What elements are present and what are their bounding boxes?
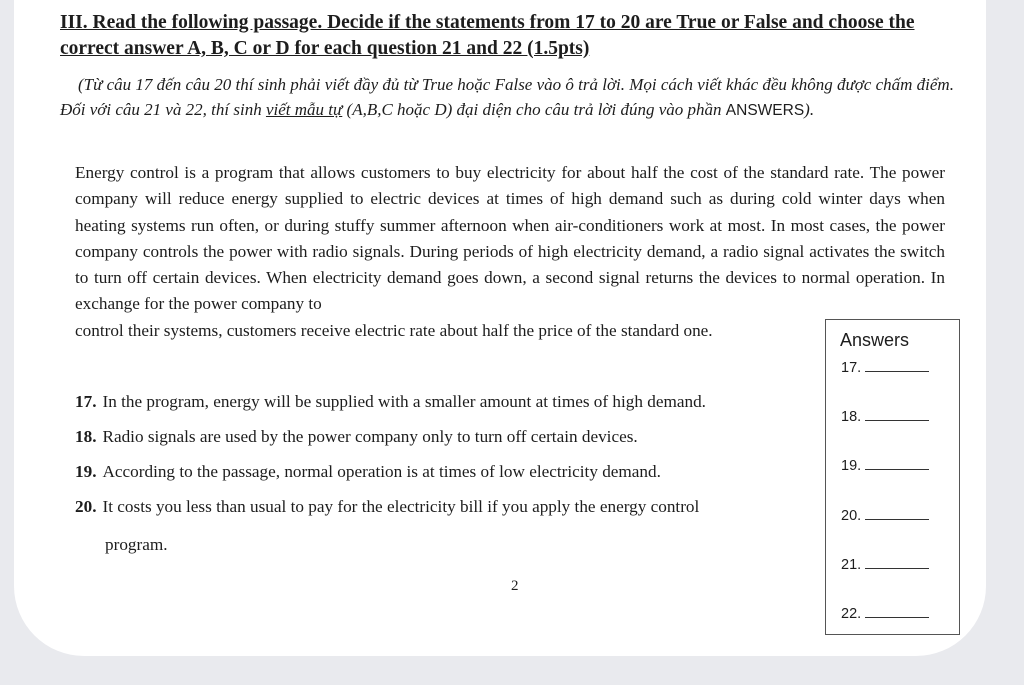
instruction-answers-word: ANSWERS [725,102,805,119]
question-17 [75,390,706,414]
question-number: 17. [75,392,97,411]
answer-blank[interactable] [865,359,929,372]
answer-row-21 [841,556,929,573]
reading-passage: Energy control is a program that allows customers to buy electricity for about half the cost of the standard rate. The power company will reduce energy supplied to electric devices at times of high demand such as during cold winter days when heating systems run often, or during stuffy summer afternoon when air-conditioners work at most. In most cases, the power company controls the power with radio signals. During periods of high electricity demand, a radio signal activates the switch to turn off certain devices. When electricity demand goes down, a second signal returns the devices to normal operation. In exchange for the power company to [75,163,945,314]
question-number: 18. [75,427,97,446]
question-text: In the program, energy will be supplied with a smaller amount at times of high demand. [102,392,706,411]
answer-blank[interactable] [865,556,929,569]
answer-row-18 [841,408,929,425]
answer-label: 18. [841,409,862,425]
page-number: 2 [511,578,519,594]
question-20-continuation: program. [105,535,168,554]
answer-label: 21. [841,557,862,573]
instruction-part-2: (A,B,C hoặc D) đại diện cho câu trả lời đúng vào phần [342,100,726,119]
question-text: It costs you less than usual to pay for the electricity bill if you apply the energy control [102,497,700,516]
instruction-text [60,72,964,123]
document-page [14,0,986,656]
answer-row-17 [841,359,929,376]
answer-blank[interactable] [865,605,929,618]
answer-label: 19. [841,458,862,474]
question-text: Radio signals are used by the power company only to turn off certain devices. [102,427,638,446]
question-number: 19. [75,462,97,481]
question-18 [75,425,638,449]
answers-box [825,319,960,635]
answer-row-19 [841,457,929,474]
question-number: 20. [75,497,97,516]
answer-row-22 [841,605,929,622]
reading-passage-last-line: control their systems, customers receive electric rate about half the price of the standard one. [75,321,713,340]
question-text: According to the passage, normal operation is at times of low electricity demand. [102,462,661,481]
answer-row-20 [841,507,929,524]
answer-blank[interactable] [865,408,929,421]
answers-title: Answers [840,330,910,350]
answer-label: 20. [841,508,862,524]
answer-label: 17. [841,360,862,376]
instruction-end: ). [804,100,815,119]
answer-blank[interactable] [865,457,929,470]
answer-blank[interactable] [865,507,929,520]
section-heading: III. Read the following passage. Decide if the statements from 17 to 20 are True or False and choose the correct answer A, B, C or D for each question 21 and 22 (1.5pts) [60,12,915,59]
answer-label: 22. [841,606,862,622]
instruction-underlined: viết mẫu tự [265,100,343,119]
question-20 [75,495,699,519]
question-19 [75,460,661,484]
instruction-part-1: (Từ câu 17 đến câu 20 thí sinh phải viết đầy đủ từ True hoặc False vào ô trả lời. Mọi cách viết khác đều không được chấm điểm. Đối với câu 21 và 22, thí sinh [60,75,954,119]
